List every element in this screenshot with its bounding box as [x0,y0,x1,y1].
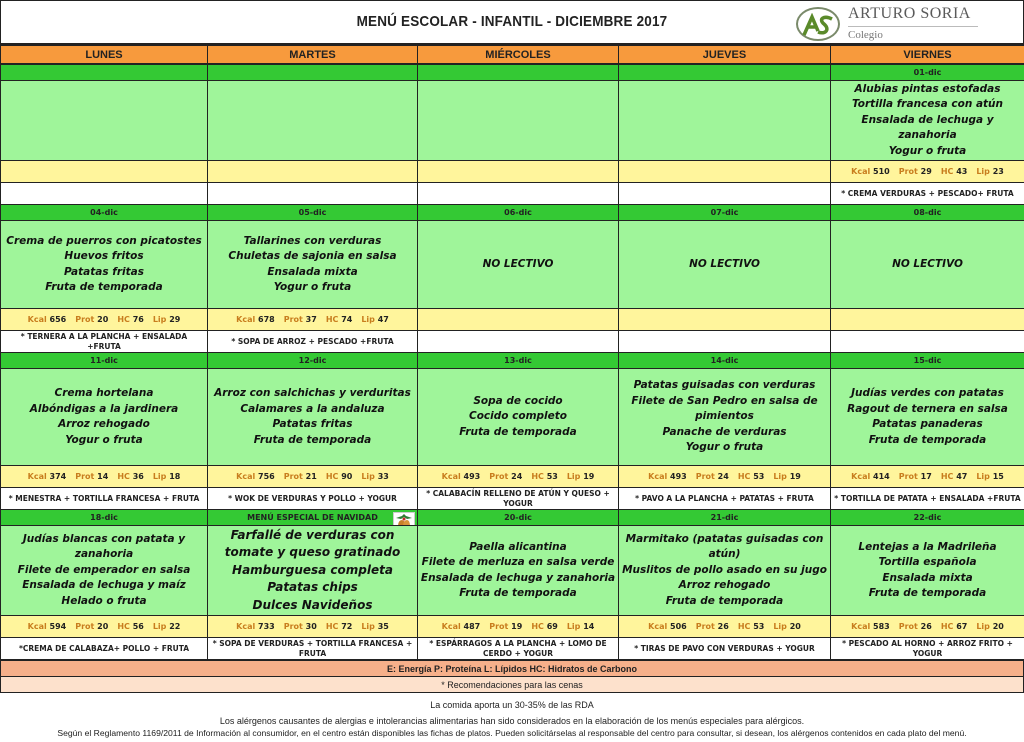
nutrient-label-prot: Prot [695,472,715,481]
date-cell: 21-dic [619,510,831,526]
dinner-recommendation [418,183,619,205]
menu-cell [418,81,619,161]
nutrient-label-lip: Lip [566,472,581,481]
weekday-header-row [1,46,1024,64]
menu-cell [1,221,208,309]
date-cell: 06-dic [418,205,619,221]
nutrition-cell [619,616,831,638]
nutrition-cell [418,616,619,638]
dinner-recommendation: * CREMA VERDURAS + PESCADO+ FRUTA [831,183,1024,205]
dish-item: Yogur o fruta [273,281,352,293]
nutrition-legend: E: Energía P: Proteína L: Lípidos HC: Hidratos de Carbono [1,661,1024,677]
menu-table [0,45,1024,64]
dinner-recommendation [619,331,831,353]
school-logo [796,5,1022,43]
nutrient-label-lip: Lip [361,315,375,324]
nutrient-value-lip: 20 [789,622,801,631]
nutrient-value-lip: 33 [377,472,389,481]
dish-item: Calamares a la andaluza [240,402,385,415]
dish-item: Fruta de temporada [459,587,577,599]
nutrient-value-lip: 15 [992,472,1004,481]
dish-item: Ensalada de lechuga y zanahoria [861,113,994,142]
date-cell: 11-dic [1,353,208,369]
page-title: MENÚ ESCOLAR - INFANTIL - DICIEMBRE 2017 [356,13,668,30]
menu-cell [619,526,831,616]
dish-item: Fruta de temporada [45,281,163,293]
nutrient-label-prot: Prot [283,315,303,324]
nutrition-cell [208,161,418,183]
dish-item: Farfallé de verduras con tomate y queso gratinado [224,527,401,560]
nutrient-label-prot: Prot [75,622,95,631]
dish-item: Filete de emperador en salsa [17,563,191,576]
nutrient-value-lip: 14 [583,622,595,631]
dish-item: Lentejas a la Madrileña [858,540,997,553]
dinner-row [1,638,1024,660]
nutrient-label-lip: Lip [152,472,167,481]
nutrition-cell [831,161,1024,183]
date-row [1,353,1024,369]
dish-item: Muslitos de pollo asado en su jugo [622,563,827,576]
nutrient-value-kcal: 583 [873,622,890,631]
nutrient-value-hc: 56 [132,622,144,631]
nutrient-label-lip: Lip [976,167,990,176]
date-cell: 07-dic [619,205,831,221]
nutrient-value-kcal: 756 [258,472,275,481]
menu-cell [831,526,1024,616]
nutrient-label-hc: HC [325,315,339,324]
no-school-label: NO LECTIVO [892,257,963,270]
nutrient-value-kcal: 493 [463,472,481,481]
nutrient-value-hc: 36 [132,472,144,481]
dish-item: Cocido completo [469,410,567,423]
dish-item: Crema de puerros con picatostes [6,234,202,247]
nutrient-value-prot: 30 [305,622,317,631]
nutrient-label-lip: Lip [976,622,990,631]
menu-cell [418,526,619,616]
nutrient-label-lip: Lip [361,622,375,631]
nutrient-value-lip: 19 [583,472,595,481]
nutrient-label-kcal: Kcal [851,167,871,176]
nutrition-row [1,161,1024,183]
nutrient-value-prot: 20 [97,315,109,324]
dinner-recommendation: * MENESTRA + TORTILLA FRANCESA + FRUTA [1,488,208,510]
nutrient-value-kcal: 414 [873,472,890,481]
allergens-note: Los alérgenos causantes de alergias e intolerancias alimentarias han sido considerados en la elaboración de los menús especiales para alérgicos. [219,716,805,726]
nutrition-cell [208,616,418,638]
dish-item: Ensalada de lechuga y maíz [22,579,186,592]
nutrient-label-hc: HC [117,622,130,631]
nutrient-value-hc: 72 [341,622,353,631]
nutrient-label-kcal: Kcal [236,622,256,631]
dinner-recommendation: * WOK DE VERDURAS Y POLLO + YOGUR [208,488,418,510]
dish-item: Patatas fritas [272,418,353,430]
dish-item: Filete de San Pedro en salsa de pimientos [631,394,818,423]
nutrition-cell [208,309,418,331]
nutrient-label-hc: HC [737,622,751,631]
title-bar [0,0,1024,45]
dish-item: Albóndigas a la jardinera [29,402,179,415]
weekday-thursday: JUEVES [619,46,831,64]
menu-cell [1,369,208,466]
logo-divider [848,26,978,27]
nutrition-cell [831,616,1024,638]
nutrient-label-prot: Prot [75,472,95,481]
arturo-soria-logo-icon [796,7,840,41]
nutrient-label-hc: HC [531,622,544,631]
nutrient-label-kcal: Kcal [27,315,47,324]
nutrient-value-kcal: 733 [258,622,275,631]
nutrient-value-lip: 18 [169,472,181,481]
nutrient-label-kcal: Kcal [236,472,256,481]
nutrition-cell [831,466,1024,488]
nutrient-label-prot: Prot [283,472,303,481]
nutrient-value-hc: 90 [341,472,353,481]
menu-cell [418,369,619,466]
nutrient-label-hc: HC [531,472,544,481]
nutrient-label-hc: HC [940,472,954,481]
nutrient-label-hc: HC [325,472,339,481]
menu-cell [619,369,831,466]
date-cell: 18-dic [1,510,208,526]
nutrient-label-hc: HC [940,167,954,176]
nutrient-value-prot: 17 [920,472,932,481]
nutrient-label-hc: HC [940,622,954,631]
menu-cell [1,526,208,616]
menu-row [1,369,1024,466]
menu-row [1,81,1024,161]
dinner-recommendation [208,183,418,205]
nutrition-cell [619,161,831,183]
nutrition-cell [1,616,208,638]
nutrient-label-lip: Lip [361,472,375,481]
weekday-tuesday: MARTES [208,46,418,64]
nutrient-value-kcal: 594 [49,622,67,631]
nutrient-value-hc: 47 [956,472,968,481]
nutrient-label-prot: Prot [898,622,918,631]
nutrient-label-lip: Lip [152,315,167,324]
menu-cell [208,81,418,161]
menu-cell [619,221,831,309]
nutrient-label-prot: Prot [283,622,303,631]
nutrient-label-lip: Lip [773,622,787,631]
nutrient-label-kcal: Kcal [27,622,47,631]
menu-row [1,526,1024,616]
menu-cell [208,221,418,309]
menu-cell [418,221,619,309]
dinner-recommendations-note: * Recomendaciones para las cenas [1,677,1024,693]
nutrient-value-hc: 43 [956,167,968,176]
nutrient-value-prot: 26 [717,622,729,631]
nutrition-cell [1,161,208,183]
nutrient-value-kcal: 487 [463,622,481,631]
dish-item: Filete de merluza en salsa verde [421,556,615,568]
nutrient-value-hc: 69 [546,622,558,631]
nutrient-value-kcal: 493 [670,472,687,481]
menu-cell [208,369,418,466]
dish-item: Chuletas de sajonia en salsa [228,250,397,262]
date-cell: 08-dic [831,205,1024,221]
nutrient-label-kcal: Kcal [441,472,461,481]
dinner-recommendation: * PAVO A LA PLANCHA + PATATAS + FRUTA [619,488,831,510]
nutrient-value-prot: 37 [305,315,317,324]
nutrient-value-kcal: 678 [258,315,275,324]
nutrient-value-lip: 29 [169,315,181,324]
nutrient-value-hc: 74 [341,315,353,324]
dish-item: Yogur o fruta [888,144,967,157]
dish-item: Alubias pintas estofadas [854,82,1001,95]
date-cell [208,510,418,526]
date-cell: 13-dic [418,353,619,369]
date-cell [1,65,208,81]
menu-cell [619,81,831,161]
nutrition-cell [208,466,418,488]
nutrient-value-hc: 53 [546,472,558,481]
nutrient-value-hc: 76 [132,315,144,324]
dish-item: Hamburguesa completa [232,562,393,577]
menu-row [1,221,1024,309]
nutrient-value-lip: 47 [377,315,389,324]
dish-item: Yogur o fruta [65,433,143,446]
dish-item: Judías verdes con patatas [851,387,1004,399]
dish-item: Tortilla española [878,556,977,568]
date-cell [418,65,619,81]
nutrient-label-prot: Prot [75,315,95,324]
dish-item: Fruta de temporada [253,433,372,446]
dish-item: Yogur o fruta [685,441,764,454]
date-cell [619,65,831,81]
nutrient-value-hc: 53 [753,472,765,481]
date-cell: 15-dic [831,353,1024,369]
nutrient-label-kcal: Kcal [648,622,668,631]
dish-item: Patatas guisadas con verduras [633,379,816,392]
nutrient-label-kcal: Kcal [851,622,871,631]
dinner-recommendation [619,183,831,205]
rda-note: La comida aporta un 30-35% de las RDA [430,700,594,710]
nutrient-label-lip: Lip [566,622,581,631]
nutrition-cell [418,161,619,183]
dinner-row [1,331,1024,353]
nutrient-value-hc: 67 [956,622,968,631]
dish-item: Fruta de temporada [665,594,784,607]
nutrient-value-prot: 26 [920,622,932,631]
date-cell: 12-dic [208,353,418,369]
nutrient-value-prot: 14 [97,472,109,481]
nutrient-value-lip: 23 [992,167,1004,176]
dish-item: Fruta de temporada [868,587,987,599]
nutrient-label-hc: HC [117,315,130,324]
nutrition-row [1,466,1024,488]
dish-item: Dulces Navideños [252,597,373,612]
nutrient-value-kcal: 656 [49,315,67,324]
dinner-recommendation: * TERNERA A LA PLANCHA + ENSALADA +FRUTA [1,331,208,353]
nutrient-value-kcal: 510 [873,167,890,176]
no-school-label: NO LECTIVO [689,257,760,270]
dish-item: Crema hortelana [54,387,154,399]
weeks-table [0,64,1024,660]
nutrient-value-prot: 29 [920,167,932,176]
date-cell: 05-dic [208,205,418,221]
school-name: ARTURO SORIA [848,5,971,22]
dish-item: Arroz rehogado [58,418,150,430]
dinner-row [1,183,1024,205]
dish-item: Fruta de temporada [459,425,577,438]
weekday-monday: LUNES [1,46,208,64]
dinner-recommendation [831,331,1024,353]
dish-item: Patatas fritas [64,265,144,278]
nutrition-cell [619,466,831,488]
dinner-recommendation: * SOPA DE VERDURAS + TORTILLA FRANCESA + FRUTA [208,638,418,660]
dish-item: Fruta de temporada [868,433,987,446]
dinner-recommendation: * CALABACÍN RELLENO DE ATÚN Y QUESO + YOGUR [418,488,619,510]
weekday-friday: VIERNES [831,46,1024,64]
menu-cell [831,81,1024,161]
dinner-recommendation [1,183,208,205]
dish-item: Ensalada de lechuga y zanahoria [420,571,616,584]
nutrient-value-lip: 19 [789,472,801,481]
date-cell: 01-dic [831,65,1024,81]
dish-item: Ensalada mixta [882,571,973,584]
nutrient-label-lip: Lip [152,622,167,631]
nutrition-row [1,616,1024,638]
menu-cell [831,221,1024,309]
menu-cell [1,81,208,161]
dish-item: Patatas chips [267,580,358,595]
dinner-recommendation: * SOPA DE ARROZ + PESCADO +FRUTA [208,331,418,353]
nutrition-cell [418,466,619,488]
dish-item: Panache de verduras [662,425,787,438]
dinner-recommendation: * ESPÁRRAGOS A LA PLANCHA + LOMO DE CERDO + YOGUR [418,638,619,660]
date-cell: 04-dic [1,205,208,221]
nutrient-label-kcal: Kcal [236,315,256,324]
dinner-recommendation: *CREMA DE CALABAZA+ POLLO + FRUTA [1,638,208,660]
nutrient-value-kcal: 374 [49,472,67,481]
regulation-note: Según el Reglamento 1169/2011 de Información al consumidor, en el centro están disponibles las fichas de platos. Pueden solicitárselas al responsable del centro para consultar, si desean, los alérgenos contenidos en cada plato del menú. [57,728,967,738]
weekday-wednesday: MIÉRCOLES [418,46,619,64]
christmas-header [208,513,417,522]
nutrient-value-hc: 53 [753,622,765,631]
dish-item: Paella alicantina [469,540,567,553]
dish-item: Ensalada mixta [267,265,358,278]
date-row [1,205,1024,221]
nutrition-cell [831,309,1024,331]
dinner-recommendation: * PESCADO AL HORNO + ARROZ FRITO + YOGUR [831,638,1024,660]
nutrition-cell [1,309,208,331]
nutrient-label-prot: Prot [898,167,918,176]
dish-item: Arroz con salchichas y verduritas [214,387,411,399]
nutrient-label-kcal: Kcal [27,472,47,481]
nutrient-value-prot: 20 [97,622,109,631]
date-row [1,65,1024,81]
nutrient-label-lip: Lip [773,472,787,481]
christmas-menu-label: MENÚ ESPECIAL DE NAVIDAD [247,513,378,522]
school-subtitle: Colegio [848,29,883,41]
nutrient-label-kcal: Kcal [648,472,668,481]
date-cell: 20-dic [418,510,619,526]
nutrient-value-prot: 24 [511,472,523,481]
nutrient-label-prot: Prot [695,622,715,631]
dish-item: Judías blancas con patata y zanahoria [22,532,186,561]
menu-cell [208,526,418,616]
nutrient-label-kcal: Kcal [441,622,461,631]
dish-item: Ragout de ternera en salsa [847,402,1008,415]
no-school-label: NO LECTIVO [482,257,554,270]
dish-item: Arroz rehogado [678,579,771,592]
dish-item: Sopa de cocido [473,394,563,407]
legend-table [0,660,1024,693]
menu-cell [831,369,1024,466]
dinner-recommendation [418,331,619,353]
nutrient-label-kcal: Kcal [851,472,871,481]
nutrient-label-prot: Prot [489,622,509,631]
dish-item: Marmitako (patatas guisadas con atún) [625,532,824,561]
nutrition-cell [619,309,831,331]
date-cell [208,65,418,81]
nutrient-label-prot: Prot [898,472,918,481]
nutrient-value-lip: 22 [169,622,181,631]
dinner-row [1,488,1024,510]
nutrient-value-prot: 21 [305,472,317,481]
nutrient-label-lip: Lip [976,472,990,481]
nutrition-cell [418,309,619,331]
dish-item: Patatas panaderas [872,418,983,430]
nutrient-label-prot: Prot [489,472,509,481]
dish-item: Huevos fritos [64,250,144,262]
date-cell: 14-dic [619,353,831,369]
dish-item: Helado o fruta [61,594,147,607]
dish-item: Tortilla francesa con atún [851,98,1004,111]
nutrient-label-hc: HC [117,472,130,481]
nutrition-row [1,309,1024,331]
date-row [1,510,1024,526]
nutrient-value-lip: 20 [992,622,1004,631]
nutrient-label-hc: HC [737,472,751,481]
dinner-recommendation: * TORTILLA DE PATATA + ENSALADA +FRUTA [831,488,1024,510]
christmas-bells-icon [393,512,415,526]
nutrient-value-lip: 35 [377,622,389,631]
nutrient-value-prot: 24 [717,472,729,481]
nutrient-value-kcal: 506 [670,622,687,631]
date-cell: 22-dic [831,510,1024,526]
dinner-recommendation: * TIRAS DE PAVO CON VERDURAS + YOGUR [619,638,831,660]
dish-item: Tallarines con verduras [243,234,382,247]
nutrient-value-prot: 19 [511,622,523,631]
nutrition-cell [1,466,208,488]
nutrient-label-hc: HC [325,622,339,631]
